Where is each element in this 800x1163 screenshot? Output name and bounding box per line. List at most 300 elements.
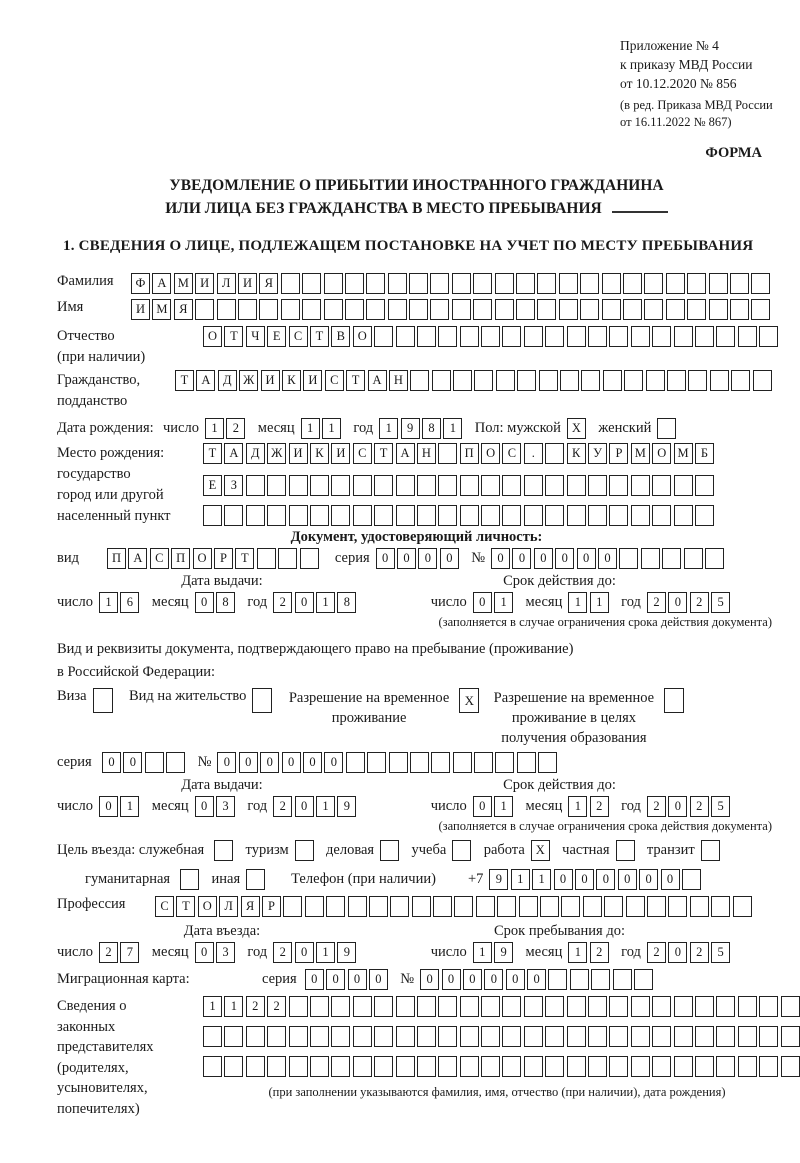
- month-label: месяц: [257, 420, 295, 436]
- char-cell: [666, 299, 685, 320]
- char-cell: 0: [596, 869, 615, 890]
- sex-male-label: Пол: мужской: [474, 420, 561, 436]
- char-cell: 8: [337, 592, 356, 613]
- char-cell: [537, 299, 556, 320]
- char-cell: 0: [668, 592, 687, 613]
- permit-series-cells: [102, 752, 188, 773]
- char-cell: 0: [442, 969, 461, 990]
- char-cell: [588, 996, 607, 1017]
- residence-permit-checkbox: [252, 688, 272, 713]
- char-cell: 7: [120, 942, 139, 963]
- char-cell: [602, 273, 621, 294]
- char-cell: 0: [555, 548, 574, 569]
- char-cell: [310, 475, 329, 496]
- char-cell: [345, 273, 364, 294]
- char-cell: [695, 475, 714, 496]
- char-cell: 0: [527, 969, 546, 990]
- blank-underline: [612, 198, 668, 213]
- char-cell: [353, 1056, 372, 1077]
- char-cell: [348, 896, 367, 917]
- annex-line: к приказу МВД России: [620, 57, 753, 72]
- char-cell: [438, 505, 457, 526]
- char-cell: [687, 273, 706, 294]
- char-cell: [481, 1056, 500, 1077]
- char-cell: 0: [463, 969, 482, 990]
- char-cell: 0: [303, 752, 322, 773]
- char-cell: [460, 475, 479, 496]
- char-cell: [545, 443, 564, 464]
- char-cell: [203, 1026, 222, 1047]
- char-cell: 1: [494, 592, 513, 613]
- char-cell: [609, 475, 628, 496]
- char-cell: [217, 299, 236, 320]
- char-cell: [711, 896, 730, 917]
- char-cell: [374, 1026, 393, 1047]
- char-cell: [460, 326, 479, 347]
- transit-checkbox: [701, 840, 720, 861]
- char-cell: [567, 1056, 586, 1077]
- char-cell: [674, 505, 693, 526]
- char-cell: [695, 1056, 714, 1077]
- humanitarian-label: гуманитарная: [85, 871, 171, 887]
- char-cell: 0: [295, 592, 314, 613]
- birth-day-cells: [205, 418, 248, 439]
- char-cell: [166, 752, 185, 773]
- humanitarian-checkbox: [180, 869, 199, 890]
- char-cell: [652, 1026, 671, 1047]
- char-cell: 0: [554, 869, 573, 890]
- char-cell: [540, 896, 559, 917]
- char-cell: [538, 752, 557, 773]
- char-cell: 0: [512, 548, 531, 569]
- char-cell: [591, 969, 610, 990]
- doc-number-label: №: [471, 550, 486, 566]
- business-label: деловая: [326, 842, 375, 858]
- char-cell: 2: [690, 592, 709, 613]
- char-cell: [460, 1026, 479, 1047]
- char-cell: И: [261, 370, 280, 391]
- transit-label: транзит: [646, 842, 695, 858]
- char-cell: 2: [590, 942, 609, 963]
- char-cell: 0: [295, 796, 314, 817]
- char-cell: [738, 1056, 757, 1077]
- char-cell: [570, 969, 589, 990]
- char-cell: 0: [639, 869, 658, 890]
- char-cell: Т: [346, 370, 365, 391]
- char-cell: 1: [316, 796, 335, 817]
- char-cell: 6: [120, 592, 139, 613]
- char-cell: 2: [273, 592, 292, 613]
- char-cell: [474, 370, 493, 391]
- char-cell: 9: [337, 796, 356, 817]
- char-cell: [246, 1056, 265, 1077]
- char-cell: И: [303, 370, 322, 391]
- char-cell: [539, 370, 558, 391]
- char-cell: [145, 752, 164, 773]
- doc-valid-day: [473, 592, 516, 613]
- doc-issue-year: [273, 592, 359, 613]
- char-cell: [396, 1056, 415, 1077]
- char-cell: К: [310, 443, 329, 464]
- char-cell: К: [567, 443, 586, 464]
- char-cell: [559, 273, 578, 294]
- migration-card-row: [57, 969, 776, 990]
- char-cell: 0: [282, 752, 301, 773]
- char-cell: 8: [422, 418, 441, 439]
- char-cell: 2: [590, 796, 609, 817]
- char-cell: Ф: [131, 273, 150, 294]
- char-cell: Б: [695, 443, 714, 464]
- char-cell: [417, 326, 436, 347]
- annex-edit-line: от 16.11.2022 № 867): [620, 115, 732, 129]
- char-cell: К: [282, 370, 301, 391]
- char-cell: [374, 996, 393, 1017]
- char-cell: 0: [577, 548, 596, 569]
- year-label: год: [247, 798, 268, 814]
- char-cell: [545, 996, 564, 1017]
- citizenship-cells: [175, 370, 774, 391]
- char-cell: [417, 475, 436, 496]
- char-cell: 0: [668, 942, 687, 963]
- char-cell: А: [196, 370, 215, 391]
- doc-type-label: вид: [57, 550, 79, 566]
- char-cell: [674, 326, 693, 347]
- stay-year: [647, 942, 733, 963]
- char-cell: 1: [590, 592, 609, 613]
- char-cell: [684, 548, 703, 569]
- purpose-row-2: [85, 869, 776, 890]
- restriction-note: (заполняется в случае ограничения срока действия документа): [438, 819, 772, 833]
- char-cell: [524, 505, 543, 526]
- char-cell: [412, 896, 431, 917]
- char-cell: [516, 299, 535, 320]
- char-cell: 5: [711, 796, 730, 817]
- char-cell: 3: [216, 942, 235, 963]
- given-name-label: Имя: [57, 299, 84, 315]
- char-cell: [396, 475, 415, 496]
- char-cell: [453, 752, 472, 773]
- char-cell: [481, 1026, 500, 1047]
- char-cell: [430, 273, 449, 294]
- char-cell: [438, 1056, 457, 1077]
- work-checkbox: X: [531, 840, 550, 861]
- char-cell: [688, 370, 707, 391]
- char-cell: 2: [690, 942, 709, 963]
- representatives-row: [57, 996, 776, 1119]
- char-cell: [603, 370, 622, 391]
- char-cell: А: [128, 548, 147, 569]
- char-cell: [548, 969, 567, 990]
- char-cell: [438, 443, 457, 464]
- char-cell: [759, 996, 778, 1017]
- char-cell: [695, 326, 714, 347]
- char-cell: 2: [226, 418, 245, 439]
- char-cell: [631, 1026, 650, 1047]
- birth-date-label: Дата рождения:: [57, 420, 154, 436]
- char-cell: 0: [668, 796, 687, 817]
- char-cell: 1: [511, 869, 530, 890]
- char-cell: [567, 505, 586, 526]
- char-cell: П: [171, 548, 190, 569]
- doc-valid-year: [647, 592, 733, 613]
- char-cell: [517, 752, 536, 773]
- char-cell: 0: [369, 969, 388, 990]
- char-cell: [267, 1056, 286, 1077]
- sex-male-checkbox: X: [567, 418, 586, 439]
- char-cell: [524, 326, 543, 347]
- char-cell: 5: [711, 942, 730, 963]
- char-cell: [388, 273, 407, 294]
- char-cell: [430, 299, 449, 320]
- char-cell: [310, 505, 329, 526]
- char-cell: [289, 1026, 308, 1047]
- char-cell: [695, 1026, 714, 1047]
- private-label: частная: [562, 842, 610, 858]
- char-cell: [454, 896, 473, 917]
- char-cell: [647, 896, 666, 917]
- char-cell: [481, 326, 500, 347]
- doc-series-label: серия: [334, 550, 370, 566]
- year-label: год: [353, 420, 374, 436]
- char-cell: [267, 1026, 286, 1047]
- char-cell: Р: [262, 896, 281, 917]
- permit-number-cells: [217, 752, 559, 773]
- char-cell: А: [396, 443, 415, 464]
- tourism-label: туризм: [245, 842, 289, 858]
- doc-dates-row: [57, 592, 776, 613]
- profession-cells: [155, 896, 754, 917]
- char-cell: [545, 1026, 564, 1047]
- year-label: год: [621, 594, 641, 610]
- char-cell: [473, 299, 492, 320]
- char-cell: [409, 273, 428, 294]
- citizenship-label: Гражданство, подданство: [57, 372, 141, 409]
- restriction-note: (заполняется в случае ограничения срока действия документа): [438, 615, 772, 629]
- char-cell: В: [331, 326, 350, 347]
- char-cell: О: [198, 896, 217, 917]
- char-cell: 1: [379, 418, 398, 439]
- month-label: месяц: [151, 944, 189, 960]
- char-cell: [652, 326, 671, 347]
- char-cell: П: [460, 443, 479, 464]
- char-cell: [353, 505, 372, 526]
- doc-number-cells: [491, 548, 726, 569]
- char-cell: С: [502, 443, 521, 464]
- migration-card-label: Миграционная карта:: [57, 971, 190, 987]
- char-cell: [705, 548, 724, 569]
- char-cell: [496, 370, 515, 391]
- char-cell: Т: [224, 326, 243, 347]
- private-checkbox: [616, 840, 635, 861]
- char-cell: [246, 1026, 265, 1047]
- char-cell: 2: [267, 996, 286, 1017]
- char-cell: [374, 326, 393, 347]
- char-cell: [716, 1056, 735, 1077]
- char-cell: [561, 896, 580, 917]
- birth-place-cells-row3: [203, 505, 716, 526]
- char-cell: Н: [389, 370, 408, 391]
- char-cell: [674, 475, 693, 496]
- char-cell: [609, 1026, 628, 1047]
- char-cell: 1: [494, 796, 513, 817]
- char-cell: [431, 752, 450, 773]
- char-cell: [644, 299, 663, 320]
- char-cell: 9: [494, 942, 513, 963]
- char-cell: Т: [235, 548, 254, 569]
- char-cell: [619, 548, 638, 569]
- month-label: месяц: [151, 594, 189, 610]
- annex-line: от 10.12.2020 № 856: [620, 76, 737, 91]
- representatives-label: Сведения о законных представителях (родителях, усыновителях, попечителях): [57, 998, 154, 1117]
- char-cell: [460, 1056, 479, 1077]
- char-cell: 0: [491, 548, 510, 569]
- char-cell: [224, 1026, 243, 1047]
- char-cell: 0: [397, 548, 416, 569]
- char-cell: 0: [661, 869, 680, 890]
- entry-year: [273, 942, 359, 963]
- char-cell: [516, 273, 535, 294]
- char-cell: [781, 1026, 800, 1047]
- permit-valid-day: [473, 796, 516, 817]
- char-cell: Р: [609, 443, 628, 464]
- char-cell: С: [150, 548, 169, 569]
- char-cell: [781, 1056, 800, 1077]
- char-cell: [238, 299, 257, 320]
- char-cell: О: [193, 548, 212, 569]
- option-visa: Виза: [57, 688, 115, 713]
- char-cell: Т: [176, 896, 195, 917]
- char-cell: 0: [102, 752, 121, 773]
- char-cell: [609, 505, 628, 526]
- char-cell: [331, 1056, 350, 1077]
- char-cell: М: [674, 443, 693, 464]
- char-cell: [474, 752, 493, 773]
- day-label: число: [163, 420, 199, 436]
- char-cell: 0: [305, 969, 324, 990]
- char-cell: [631, 996, 650, 1017]
- day-label: число: [430, 798, 467, 814]
- char-cell: 2: [647, 942, 666, 963]
- char-cell: 0: [99, 796, 118, 817]
- char-cell: [396, 326, 415, 347]
- valid-until-header: Срок действия до:: [503, 573, 616, 589]
- char-cell: [751, 273, 770, 294]
- char-cell: [353, 475, 372, 496]
- char-cell: [730, 273, 749, 294]
- char-cell: 0: [348, 969, 367, 990]
- char-cell: [417, 996, 436, 1017]
- char-cell: Ж: [267, 443, 286, 464]
- doc-date-headers: [57, 573, 776, 590]
- char-cell: Д: [218, 370, 237, 391]
- char-cell: 1: [316, 942, 335, 963]
- char-cell: 9: [489, 869, 508, 890]
- char-cell: [666, 273, 685, 294]
- char-cell: [580, 299, 599, 320]
- char-cell: [738, 996, 757, 1017]
- temp-permit-checkbox: X: [459, 688, 479, 713]
- char-cell: [246, 505, 265, 526]
- char-cell: [460, 996, 479, 1017]
- char-cell: Ч: [246, 326, 265, 347]
- char-cell: [481, 505, 500, 526]
- char-cell: [583, 896, 602, 917]
- char-cell: [259, 299, 278, 320]
- char-cell: [646, 370, 665, 391]
- char-cell: [224, 505, 243, 526]
- char-cell: 0: [473, 796, 492, 817]
- char-cell: 1: [473, 942, 492, 963]
- entry-day: [99, 942, 142, 963]
- char-cell: [687, 299, 706, 320]
- char-cell: 1: [301, 418, 320, 439]
- char-cell: Т: [203, 443, 222, 464]
- char-cell: 0: [618, 869, 637, 890]
- char-cell: [623, 299, 642, 320]
- permit-series-label: серия: [57, 754, 92, 770]
- char-cell: [644, 273, 663, 294]
- char-cell: [346, 752, 365, 773]
- char-cell: [302, 273, 321, 294]
- char-cell: [652, 505, 671, 526]
- char-cell: [545, 505, 564, 526]
- char-cell: 0: [420, 969, 439, 990]
- profession-label: Профессия: [57, 896, 126, 912]
- representatives-cells-row3: [203, 1056, 800, 1077]
- permit-issue-month: [195, 796, 238, 817]
- birth-date-row: [57, 418, 776, 439]
- char-cell: [733, 896, 752, 917]
- char-cell: [602, 299, 621, 320]
- char-cell: [417, 1026, 436, 1047]
- char-cell: [324, 299, 343, 320]
- sex-female-label: женский: [598, 420, 652, 436]
- char-cell: 0: [376, 548, 395, 569]
- char-cell: [716, 326, 735, 347]
- char-cell: Ж: [239, 370, 258, 391]
- phone-label: Телефон (при наличии): [291, 871, 436, 887]
- char-cell: 9: [337, 942, 356, 963]
- given-name-row: [57, 299, 776, 320]
- char-cell: [389, 752, 408, 773]
- day-label: число: [430, 944, 467, 960]
- char-cell: [502, 326, 521, 347]
- char-cell: [674, 1026, 693, 1047]
- form-title-line1: УВЕДОМЛЕНИЕ О ПРИБЫТИИ ИНОСТРАННОГО ГРАЖДАНИНА: [169, 177, 664, 194]
- official-checkbox: [214, 840, 233, 861]
- char-cell: Д: [246, 443, 265, 464]
- char-cell: [410, 370, 429, 391]
- char-cell: О: [652, 443, 671, 464]
- char-cell: И: [131, 299, 150, 320]
- char-cell: [452, 273, 471, 294]
- char-cell: [502, 1056, 521, 1077]
- char-cell: [537, 273, 556, 294]
- surname-label: Фамилия: [57, 273, 114, 289]
- char-cell: [567, 996, 586, 1017]
- char-cell: 9: [401, 418, 420, 439]
- char-cell: 2: [246, 996, 265, 1017]
- day-label: число: [430, 594, 467, 610]
- char-cell: [289, 1056, 308, 1077]
- profession-row: [57, 896, 776, 917]
- visa-checkbox: [93, 688, 113, 713]
- patronymic-row: [57, 326, 776, 368]
- char-cell: 0: [534, 548, 553, 569]
- surname-row: [57, 273, 776, 294]
- char-cell: 0: [484, 969, 503, 990]
- char-cell: [374, 475, 393, 496]
